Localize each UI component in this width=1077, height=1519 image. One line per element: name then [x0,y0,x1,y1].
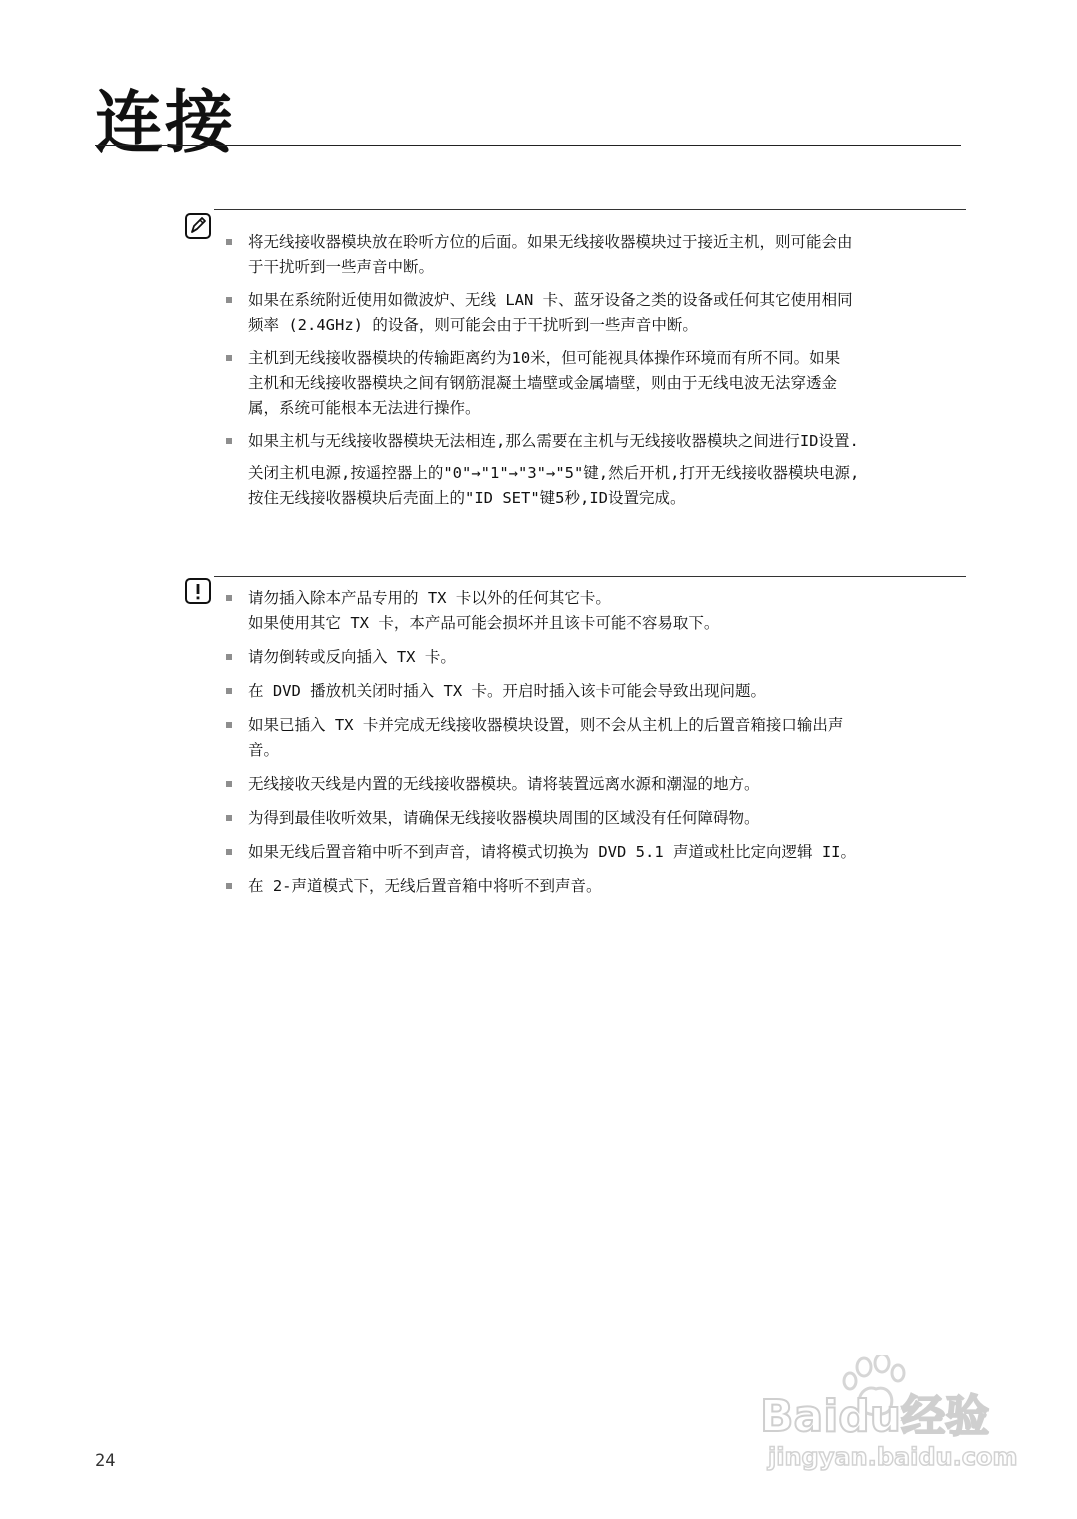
caution-item-line: 请勿插入除本产品专用的 TX 卡以外的任何其它卡。 [248,589,611,607]
square-bullet-icon [226,815,232,821]
id-setup-instructions [220,461,970,511]
caution-item [220,806,970,831]
watermark-brand: Baidu经验 [760,1391,990,1442]
square-bullet-icon [226,239,232,245]
square-bullet-icon [226,722,232,728]
title-divider [95,145,961,146]
caution-item-line: 如果使用其它 TX 卡，本产品可能会损坏并且该卡可能不容易取下。 [248,614,720,632]
caution-exclamation-icon [184,577,212,605]
note-item-line: 属，系统可能根本无法进行操作。 [248,399,481,417]
caution-item-line: 音。 [248,741,280,759]
page-number: 24 [95,1451,116,1471]
note-item-line: 主机到无线接收器模块的传输距离约为10米，但可能视具体操作环境而有所不同。如果 [248,349,841,367]
note-item-line: 主机和无线接收器模块之间有钢筋混凝土墙壁或金属墙壁，则由于无线电波无法穿透金 [248,374,838,392]
square-bullet-icon [226,781,232,787]
caution-item [220,586,970,636]
square-bullet-icon [226,849,232,855]
caution-item [220,645,970,670]
instruction-line: 关闭主机电源,按遥控器上的"0"→"1"→"3"→"5"键,然后开机,打开无线接收器模块电源, [248,464,860,482]
note-item [220,429,970,454]
caution-item-line: 为得到最佳收听效果，请确保无线接收器模块周围的区域没有任何障碍物。 [248,809,760,827]
square-bullet-icon [226,355,232,361]
square-bullet-icon [226,883,232,889]
note-list [220,230,970,511]
caution-item-line: 在 DVD 播放机关闭时插入 TX 卡。开启时插入该卡可能会导致出现问题。 [248,682,766,700]
caution-item-line: 无线接收天线是内置的无线接收器模块。请将装置远离水源和潮湿的地方。 [248,775,760,793]
caution-item [220,679,970,704]
note-pencil-icon [184,212,212,240]
note-item [220,288,970,338]
note-item [220,346,970,421]
caution-item [220,874,970,899]
square-bullet-icon [226,654,232,660]
caution-item [220,713,970,763]
caution-item [220,840,970,865]
note-item-line: 频率 (2.4GHz) 的设备，则可能会由于干扰听到一些声音中断。 [248,316,698,334]
square-bullet-icon [226,297,232,303]
caution-item-line: 在 2-声道模式下，无线后置音箱中将听不到声音。 [248,877,602,895]
baidu-jingyan-watermark [760,1355,1020,1475]
caution-list [220,586,970,908]
page-title: 连接 [95,84,236,163]
caution-item [220,772,970,797]
note-item-line: 于干扰听到一些声音中断。 [248,258,435,276]
square-bullet-icon [226,595,232,601]
square-bullet-icon [226,438,232,444]
square-bullet-icon [226,688,232,694]
watermark-url: jingyan.baidu.com [768,1443,1018,1471]
caution-item-line: 如果已插入 TX 卡并完成无线接收器模块设置，则不会从主机上的后置音箱接口输出声 [248,716,844,734]
note-divider [214,209,966,210]
instruction-line: 按住无线接收器模块后壳面上的"ID SET"键5秒,ID设置完成。 [248,489,686,507]
note-item-line: 如果在系统附近使用如微波炉、无线 LAN 卡、蓝牙设备之类的设备或任何其它使用相同 [248,291,853,309]
note-item [220,230,970,280]
note-item-line: 如果主机与无线接收器模块无法相连,那么需要在主机与无线接收器模块之间进行ID设置. [248,432,859,450]
caution-item-line: 请勿倒转或反向插入 TX 卡。 [248,648,456,666]
note-item-line: 将无线接收器模块放在聆听方位的后面。如果无线接收器模块过于接近主机，则可能会由 [248,233,853,251]
caution-divider [214,576,966,577]
caution-item-line: 如果无线后置音箱中听不到声音，请将模式切换为 DVD 5.1 声道或杜比定向逻辑 II。 [248,843,856,861]
